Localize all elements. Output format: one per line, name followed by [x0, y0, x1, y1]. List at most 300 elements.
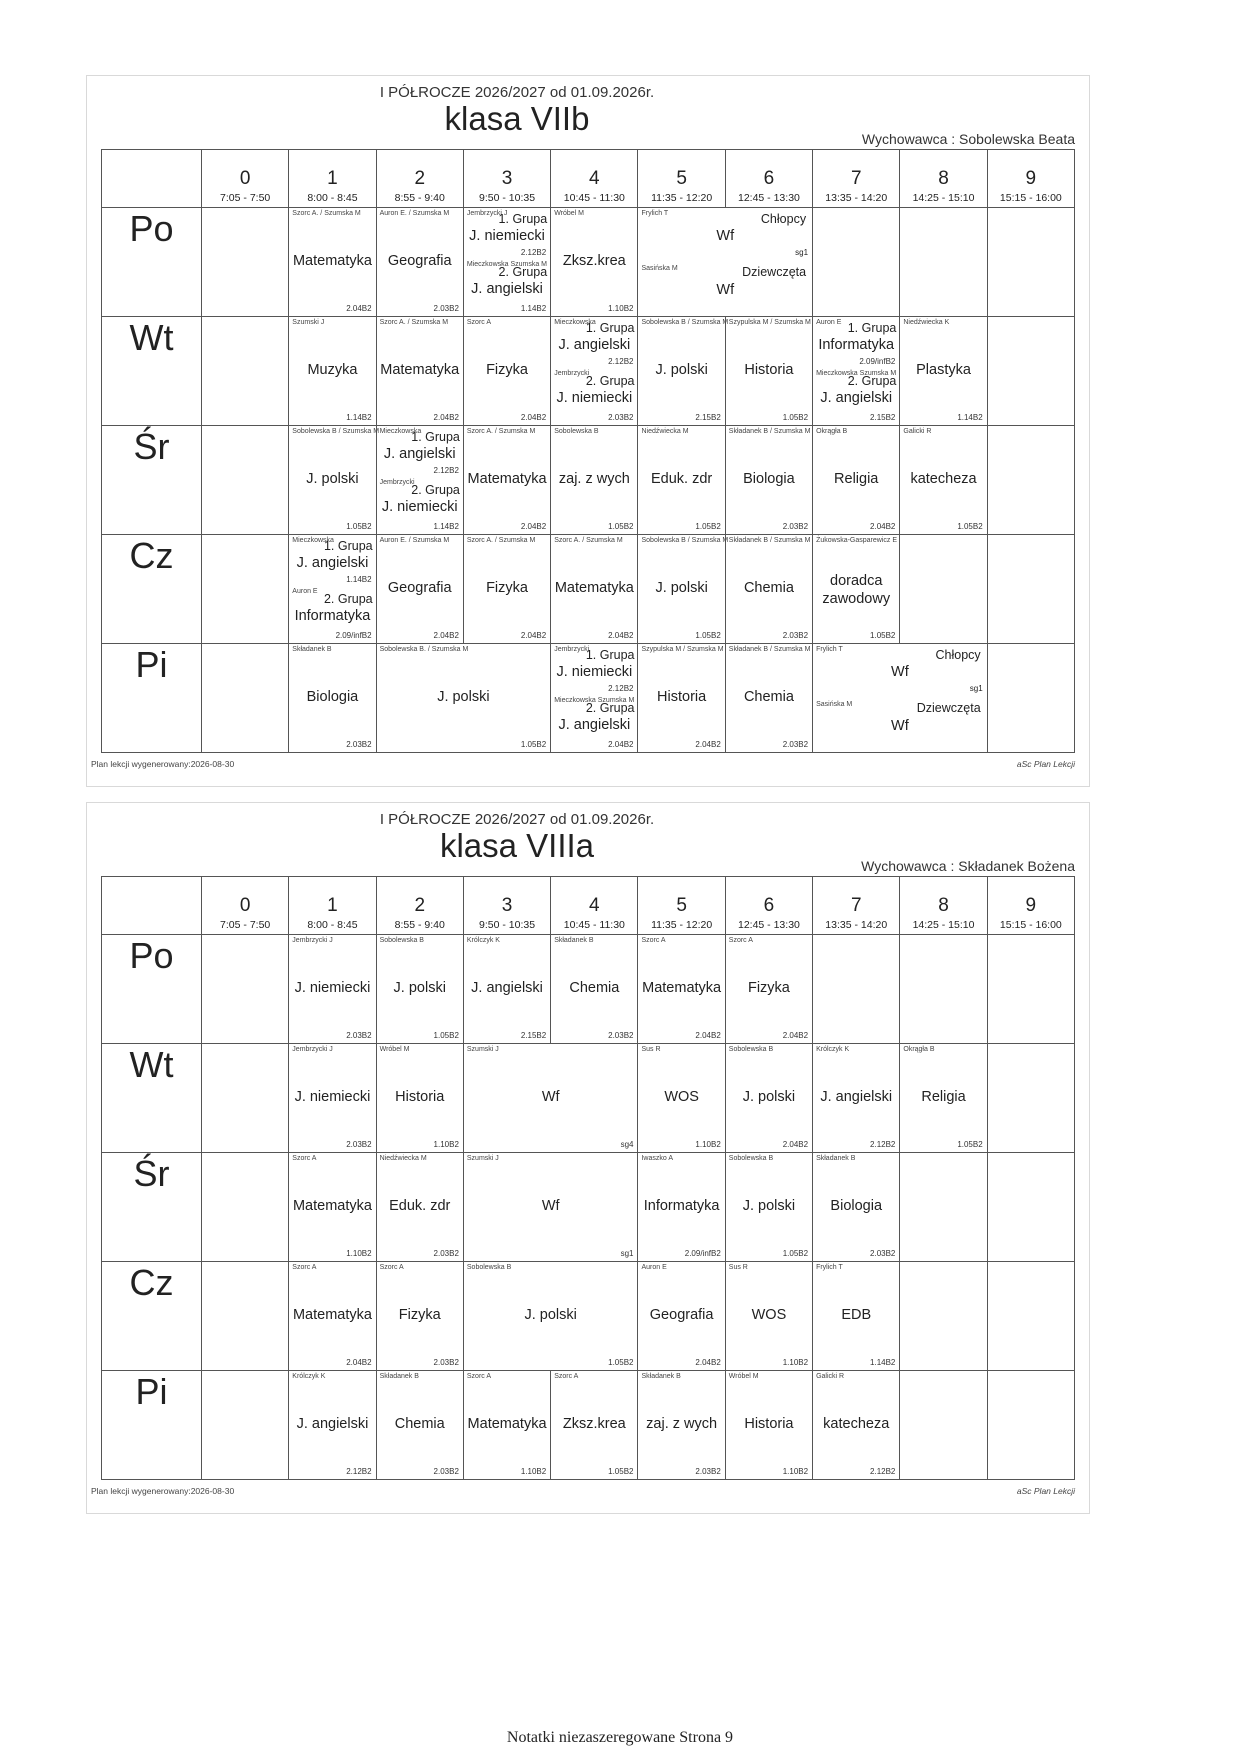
empty-slot	[202, 535, 289, 644]
period-header: 1 8:00 - 8:45	[289, 877, 376, 935]
teacher: Frylich T	[641, 210, 669, 217]
day-label: Po	[102, 935, 202, 1044]
subject: Chemia	[569, 980, 620, 996]
teacher: Szypulska M / Szumska M	[641, 646, 724, 653]
room: 2.04B2	[695, 1031, 721, 1040]
empty-slot	[202, 317, 289, 426]
subject: Muzyka	[307, 362, 358, 378]
day-label: Cz	[102, 535, 202, 644]
subject: Eduk. zdr	[389, 1198, 451, 1214]
teacher: Składanek B	[554, 937, 594, 944]
teacher: Szorc A. / Szumska M	[554, 537, 623, 544]
subject: Historia	[744, 1416, 794, 1432]
lesson-cell	[289, 208, 376, 317]
subject: Religia	[834, 471, 879, 487]
teacher: Mieczkowska Szumska M	[554, 697, 635, 704]
room: 2.12B2	[870, 1467, 896, 1476]
subject: J. angielski	[471, 281, 543, 297]
teacher: Szorc A	[379, 1264, 404, 1271]
subject: Matematyka	[292, 1307, 372, 1323]
room: 1.14B2	[870, 1358, 896, 1367]
subject: Matematyka	[380, 362, 460, 378]
room: 2.04B2	[782, 1031, 809, 1040]
lesson-cell-split	[813, 644, 988, 753]
lesson-cell	[725, 935, 812, 1044]
room: 1.14B2	[520, 304, 547, 313]
room: 1.05B2	[782, 1249, 809, 1258]
subject: J. polski	[655, 580, 708, 596]
period-header: 7 13:35 - 14:20	[813, 877, 900, 935]
room: 1.05B2	[346, 522, 372, 531]
teacher: Frylich T	[816, 646, 843, 653]
room: 2.12B2	[608, 684, 634, 693]
room: 2.03B2	[346, 740, 372, 749]
room: 2.04B2	[520, 631, 547, 640]
period-header: 3 9:50 - 10:35	[463, 877, 550, 935]
subject: Chemia	[743, 689, 794, 705]
lesson-cell	[289, 1044, 376, 1153]
room: 1.05B2	[695, 522, 721, 531]
room: 2.04B2	[346, 1358, 372, 1367]
empty-slot	[987, 644, 1074, 753]
empty-slot	[900, 535, 987, 644]
room: 1.05B2	[695, 631, 721, 640]
subject: J. polski	[306, 471, 359, 487]
room: 2.03B2	[433, 1249, 459, 1258]
teacher: Szorc A	[466, 1373, 492, 1380]
subject: J. niemiecki	[294, 980, 371, 996]
subject: Fizyka	[486, 580, 528, 596]
day-label: Śr	[102, 426, 202, 535]
teacher: Wróbel M	[379, 1046, 410, 1053]
lesson-cell	[376, 208, 463, 317]
subject: Chemia	[394, 1416, 445, 1432]
room: sg4	[620, 1140, 634, 1149]
lesson-cell-split	[463, 208, 550, 317]
tutor-label: Wychowawca : Składanek Bożena	[861, 858, 1075, 874]
group-label: 1. Grupa	[585, 321, 635, 335]
group-label: Dziewczęta	[916, 701, 981, 715]
lesson-cell	[813, 426, 900, 535]
teacher: Sobolewska B	[554, 428, 599, 435]
day-row-sr	[102, 1153, 1075, 1262]
teacher: Auron E. / Szumska M	[379, 210, 450, 217]
subject: katecheza	[823, 1416, 890, 1432]
room: 1.10B2	[782, 1358, 809, 1367]
period-header-row	[102, 150, 1075, 208]
empty-slot	[202, 426, 289, 535]
subject: J. angielski	[558, 337, 631, 353]
subject: Wf	[891, 664, 909, 680]
day-label: Cz	[102, 1262, 202, 1371]
teacher: Szumski J	[466, 1046, 499, 1053]
timetable-grid	[101, 876, 1075, 1480]
room: 2.04B2	[520, 413, 547, 422]
lesson-cell	[463, 1153, 638, 1262]
subject: Matematyka	[642, 980, 722, 996]
day-row-po	[102, 208, 1075, 317]
day-label: Pi	[102, 1371, 202, 1480]
subject: Geografia	[387, 253, 452, 269]
subject: Matematyka	[292, 1198, 372, 1214]
lesson-cell	[463, 1262, 638, 1371]
teacher: Składanek B	[816, 1155, 856, 1162]
lesson-cell	[813, 1153, 900, 1262]
lesson-cell	[289, 644, 376, 753]
teacher: Składanek B / Szumska M	[728, 646, 811, 653]
lesson-cell-split	[638, 208, 813, 317]
subject: Informatyka	[818, 337, 895, 353]
teacher: Szumski J	[466, 1155, 499, 1162]
empty-slot	[813, 935, 900, 1044]
empty-slot	[813, 208, 900, 317]
lesson-cell	[725, 1262, 812, 1371]
room: 2.04B2	[782, 1140, 809, 1149]
day-label: Wt	[102, 1044, 202, 1153]
room: 1.10B2	[346, 1249, 372, 1258]
teacher: Żukowska-Gasparewicz E	[816, 537, 897, 544]
empty-slot	[202, 1153, 289, 1262]
lesson-cell	[376, 1044, 463, 1153]
subject: Fizyka	[747, 980, 790, 996]
teacher: Mieczkowska	[379, 428, 422, 435]
subject: Historia	[744, 362, 794, 378]
period-header: 2 8:55 - 9:40	[376, 150, 463, 208]
subject: Matematyka	[292, 253, 372, 269]
lesson-cell	[638, 535, 729, 644]
subject: Biologia	[306, 689, 359, 705]
room: sg1	[795, 248, 809, 257]
group-label: 2. Grupa	[585, 374, 635, 388]
lesson-cell	[551, 535, 638, 644]
group-label: 1. Grupa	[585, 648, 635, 662]
page-footer: Notatki niezaszeregowane Strona 9	[506, 1729, 734, 1746]
group-label: Dziewczęta	[742, 265, 807, 279]
subject: J. niemiecki	[469, 228, 545, 244]
lesson-cell	[289, 426, 380, 535]
subject: J. angielski	[471, 980, 543, 996]
semester-header: I PÓŁROCZE 2026/2027 od 01.09.2026r.	[379, 84, 655, 101]
period-header: 5 11:35 - 12:20	[638, 877, 725, 935]
software-note: aSc Plan Lekcji	[1016, 1486, 1075, 1496]
teacher: Szorc A. / Szumska M	[466, 537, 536, 544]
subject: Historia	[657, 689, 707, 705]
room: 2.04B2	[346, 304, 372, 313]
lesson-cell	[376, 1153, 463, 1262]
teacher: Szorc A. / Szumska M	[466, 428, 536, 435]
empty-slot	[987, 208, 1074, 317]
lesson-cell	[725, 317, 812, 426]
lesson-cell	[900, 426, 987, 535]
semester-header: I PÓŁROCZE 2026/2027 od 01.09.2026r.	[379, 811, 655, 828]
subject: Fizyka	[398, 1307, 441, 1323]
subject: Matematyka	[467, 1416, 547, 1432]
subject: Informatyka	[294, 608, 371, 624]
teacher: Sobolewska B	[379, 937, 424, 944]
subject: Wf	[541, 1198, 560, 1214]
room: 2.12B2	[870, 1140, 896, 1149]
timetable-grid	[101, 149, 1075, 753]
teacher: Sobolewska B. / Szumska M	[379, 646, 469, 653]
teacher: Szorc A	[641, 937, 666, 944]
room: 2.04B2	[608, 740, 634, 749]
room: 1.05B2	[520, 740, 547, 749]
teacher: Sobolewska B / Szumska M	[641, 319, 729, 326]
room: 2.03B2	[782, 522, 809, 531]
day-label: Śr	[102, 1153, 202, 1262]
teacher: Królczyk K	[292, 1373, 326, 1380]
room: 1.05B2	[782, 413, 809, 422]
subject: WOS	[664, 1089, 699, 1105]
subject: J. angielski	[296, 1416, 369, 1432]
lesson-cell	[813, 1044, 900, 1153]
empty-slot	[900, 1153, 987, 1262]
subject: Wf	[891, 718, 909, 734]
subject: J. angielski	[820, 390, 893, 406]
generated-note: Plan lekcji wygenerowany:2026-08-30	[91, 1486, 235, 1496]
teacher: Szorc A	[554, 1373, 579, 1380]
teacher: Auron E. / Szumska M	[379, 537, 450, 544]
room: 2.03B2	[870, 1249, 896, 1258]
room: 2.04B2	[870, 522, 896, 531]
empty-slot	[202, 935, 289, 1044]
room: 1.10B2	[608, 304, 634, 313]
empty-slot	[900, 935, 987, 1044]
room: 2.15B2	[870, 413, 896, 422]
room: 1.10B2	[433, 1140, 459, 1149]
lesson-cell	[289, 935, 376, 1044]
period-header: 4 10:45 - 11:30	[551, 877, 638, 935]
teacher: Auron E	[641, 1264, 667, 1271]
empty-slot	[987, 426, 1074, 535]
teacher: Szorc A	[292, 1155, 317, 1162]
group-label: Chłopcy	[935, 648, 981, 662]
teacher: Mieczkowska Szumska M	[466, 261, 548, 268]
subject: J. niemiecki	[556, 390, 633, 406]
teacher: Składanek B	[641, 1373, 681, 1380]
room: 1.05B2	[957, 522, 983, 531]
corner-cell	[102, 877, 202, 935]
lesson-cell-split	[289, 535, 376, 644]
timetable-viiia	[86, 802, 1090, 1514]
teacher: Sobolewska B / Szumska M	[641, 537, 729, 544]
lesson-cell	[638, 1371, 725, 1480]
lesson-cell	[376, 535, 463, 644]
subject: J. polski	[655, 362, 708, 378]
subject: J. angielski	[820, 1089, 893, 1105]
period-header: 1 8:00 - 8:45	[289, 150, 376, 208]
lesson-cell	[725, 1153, 812, 1262]
lesson-cell	[463, 1044, 638, 1153]
teacher: Szypulska M / Szumska M	[728, 319, 811, 326]
room: 2.03B2	[433, 304, 459, 313]
group-label: 1. Grupa	[847, 321, 897, 335]
teacher: Wróbel M	[728, 1373, 759, 1380]
period-header: 6 12:45 - 13:30	[725, 877, 812, 935]
generated-note: Plan lekcji wygenerowany:2026-08-30	[91, 759, 235, 769]
day-label: Pi	[102, 644, 202, 753]
day-row-pi	[102, 1371, 1075, 1480]
corner-cell	[102, 150, 202, 208]
teacher: Szorc A. / Szumska M	[292, 210, 361, 217]
subject: J. polski	[437, 689, 490, 705]
lesson-cell	[551, 935, 638, 1044]
teacher: Niedźwiecka K	[903, 319, 950, 326]
group-label: 2. Grupa	[323, 592, 373, 606]
class-title: klasa VIIIa	[439, 827, 595, 864]
period-header: 3 9:50 - 10:35	[463, 150, 550, 208]
lesson-cell	[289, 317, 376, 426]
teacher: Mieczkowska	[554, 319, 596, 326]
lesson-cell	[638, 644, 725, 753]
room: 2.09/infB2	[859, 357, 896, 366]
teacher: Sasińska M	[641, 265, 678, 272]
room: 2.03B2	[695, 1467, 721, 1476]
subject: Wf	[541, 1089, 560, 1105]
subject: Zksz.krea	[562, 1416, 626, 1432]
teacher: Królczyk K	[816, 1046, 850, 1053]
group-label: 2. Grupa	[847, 374, 897, 388]
subject: J. polski	[742, 1198, 796, 1214]
room: 2.03B2	[433, 1467, 459, 1476]
lesson-cell	[289, 1262, 376, 1371]
period-header: 4 10:45 - 11:30	[551, 150, 638, 208]
teacher: Składanek B / Szumska M	[728, 537, 811, 544]
room: 1.14B2	[957, 413, 983, 422]
group-label: 2. Grupa	[498, 265, 548, 279]
lesson-cell	[900, 317, 987, 426]
lesson-cell	[551, 426, 638, 535]
subject: J. polski	[742, 1089, 796, 1105]
teacher: Szorc A	[292, 1264, 317, 1271]
day-row-cz	[102, 1262, 1075, 1371]
room: 2.12B2	[433, 466, 459, 475]
day-row-po	[102, 935, 1075, 1044]
teacher: Galicki R	[816, 1373, 845, 1380]
teacher: Niedźwiecka M	[379, 1155, 427, 1162]
teacher: Szorc A. / Szumska M	[379, 319, 449, 326]
lesson-cell	[463, 1371, 550, 1480]
subject: J. angielski	[296, 555, 369, 571]
subject: Chemia	[743, 580, 794, 596]
room: 1.05B2	[608, 1467, 634, 1476]
empty-slot	[987, 1153, 1074, 1262]
teacher: Niedźwiecka M	[641, 428, 689, 435]
subject: doradca zawodowy	[822, 573, 891, 607]
period-header: 7 13:35 - 14:20	[813, 150, 900, 208]
teacher: Sus R	[641, 1046, 661, 1053]
class-title: klasa VIIb	[444, 100, 590, 137]
subject: Zksz.krea	[562, 253, 626, 269]
subject: Plastyka	[916, 362, 971, 378]
room: 2.03B2	[433, 1358, 459, 1367]
teacher: Okrągła B	[903, 1046, 935, 1053]
room: 2.03B2	[346, 1031, 372, 1040]
empty-slot	[900, 1371, 987, 1480]
lesson-cell	[638, 426, 725, 535]
lesson-cell	[289, 1371, 376, 1480]
group-label: 2. Grupa	[585, 701, 635, 715]
room: 2.03B2	[346, 1140, 372, 1149]
lesson-cell	[376, 317, 463, 426]
room: 2.04B2	[433, 413, 459, 422]
period-header: 0 7:05 - 7:50	[202, 150, 289, 208]
lesson-cell	[463, 535, 550, 644]
subject: Matematyka	[554, 580, 634, 596]
teacher: Jembrzycki	[554, 370, 590, 377]
period-header: 9 15:15 - 16:00	[987, 877, 1074, 935]
subject: Wf	[716, 282, 735, 298]
day-row-sr	[102, 426, 1075, 535]
subject: Wf	[716, 228, 735, 244]
group-label: 1. Grupa	[498, 212, 548, 226]
period-header: 5 11:35 - 12:20	[638, 150, 725, 208]
teacher: Jembrzycki J	[466, 210, 508, 217]
software-note: aSc Plan Lekcji	[1016, 759, 1075, 769]
subject: J. angielski	[383, 446, 456, 462]
room: 1.05B2	[957, 1140, 983, 1149]
subject: Matematyka	[467, 471, 547, 487]
lesson-cell-split	[813, 317, 900, 426]
day-row-wt	[102, 1044, 1075, 1153]
lesson-cell	[638, 935, 725, 1044]
lesson-cell	[813, 1262, 900, 1371]
lesson-cell	[551, 1371, 638, 1480]
lesson-cell-split	[551, 317, 638, 426]
day-row-pi	[102, 644, 1075, 753]
subject: zaj. z wych	[646, 1416, 718, 1432]
empty-slot	[202, 208, 289, 317]
lesson-cell	[376, 935, 463, 1044]
subject: EDB	[841, 1307, 872, 1323]
room: sg1	[620, 1249, 634, 1258]
empty-slot	[900, 1262, 987, 1371]
subject: J. polski	[524, 1307, 577, 1323]
teacher: Królczyk K	[466, 937, 500, 944]
room: 2.03B2	[782, 631, 809, 640]
room: 2.15B2	[695, 413, 721, 422]
room: 1.14B2	[433, 522, 459, 531]
teacher: Jembrzycki	[379, 479, 415, 486]
empty-slot	[202, 1371, 289, 1480]
teacher: Wróbel M	[554, 210, 585, 217]
lesson-cell	[725, 1044, 812, 1153]
room: 2.12B2	[520, 248, 547, 257]
lesson-cell	[638, 1262, 725, 1371]
lesson-cell	[289, 1153, 376, 1262]
teacher: Auron E	[816, 319, 842, 326]
subject: J. niemiecki	[381, 499, 458, 515]
room: 1.14B2	[346, 575, 372, 584]
subject: katecheza	[910, 471, 977, 487]
teacher: Galicki R	[903, 428, 932, 435]
teacher: Jembrzycki J	[292, 1046, 333, 1053]
empty-slot	[987, 535, 1074, 644]
room: 1.10B2	[520, 1467, 547, 1476]
teacher: Sobolewska B / Szumska M	[292, 428, 380, 435]
subject: WOS	[751, 1307, 787, 1323]
lesson-cell	[725, 535, 812, 644]
room: 1.05B2	[608, 522, 634, 531]
empty-slot	[202, 1044, 289, 1153]
period-header: 0 7:05 - 7:50	[202, 877, 289, 935]
period-header: 8 14:25 - 15:10	[900, 150, 987, 208]
teacher: Mieczkowska Szumska M	[816, 370, 897, 377]
empty-slot	[987, 1044, 1074, 1153]
teacher: Szumski J	[292, 319, 325, 326]
timetable-viib	[86, 75, 1090, 787]
subject: Geografia	[387, 580, 452, 596]
